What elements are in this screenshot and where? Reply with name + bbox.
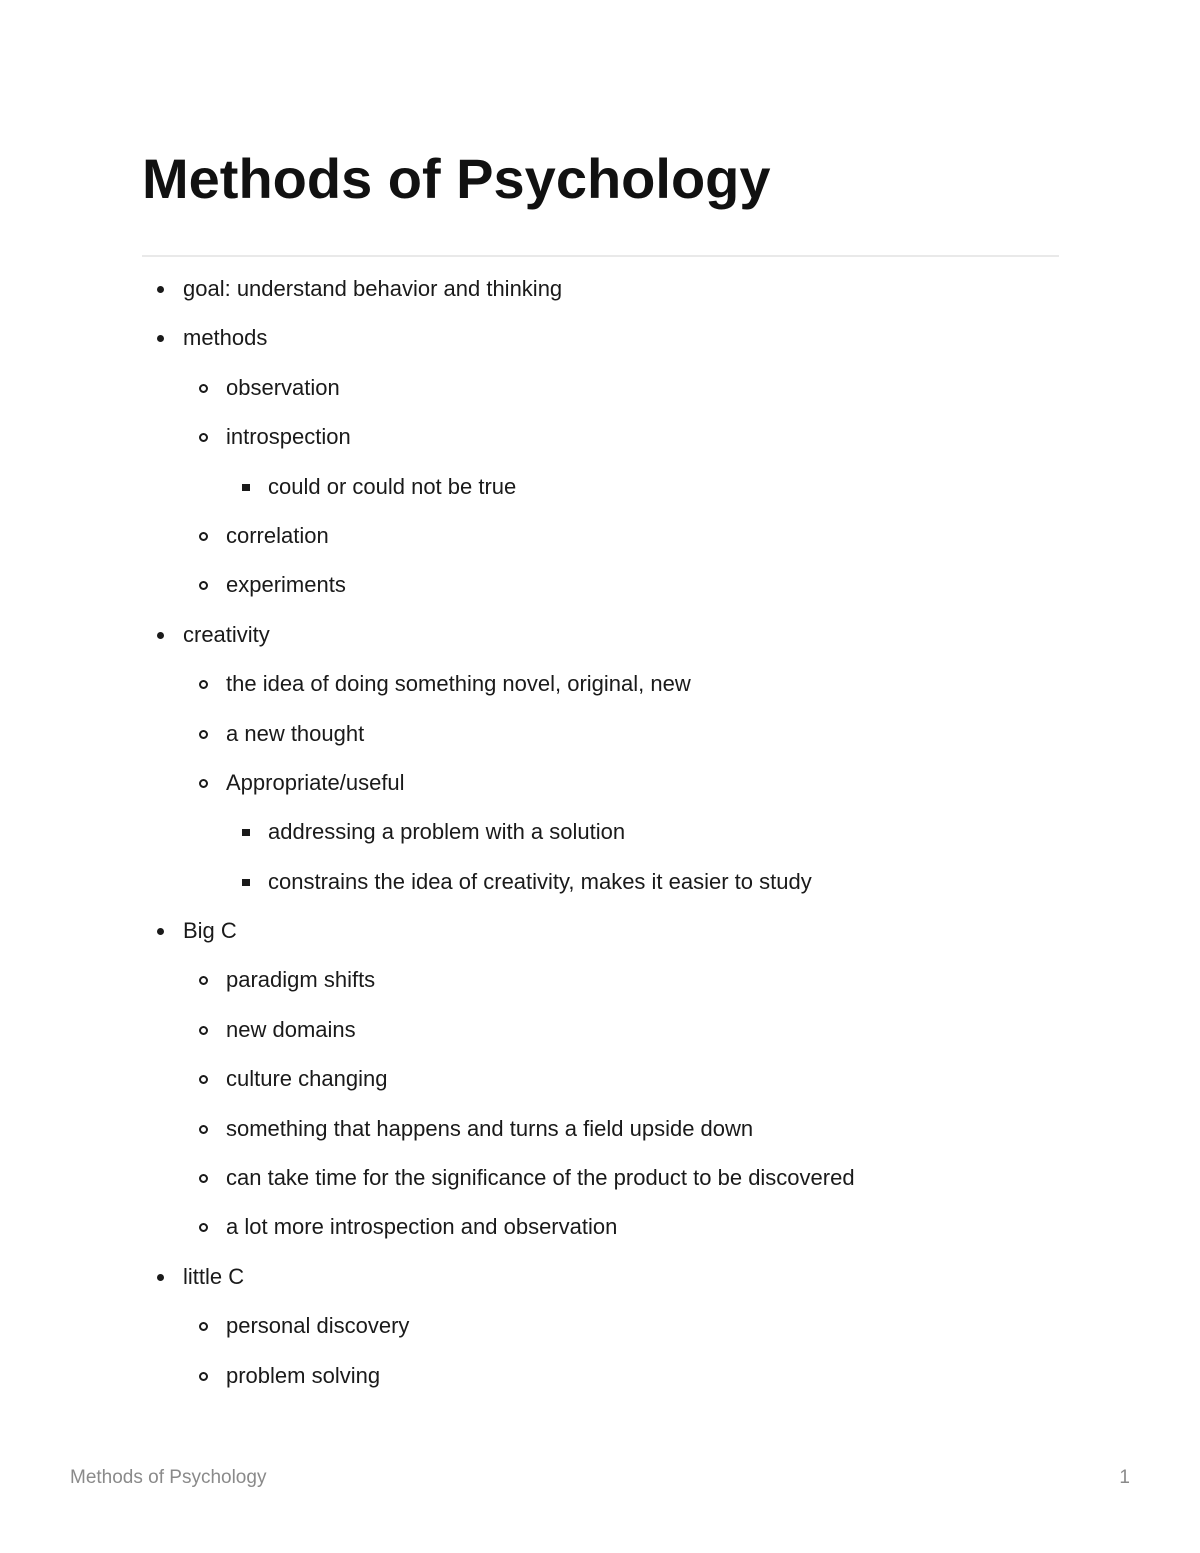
list-item [0,664,1200,713]
footer-page-number: 1 [1119,1467,1130,1488]
bullet-disc-icon [157,928,164,935]
bullet-circle-icon [199,433,208,442]
bullet-circle-icon [199,1223,208,1232]
list-item-text: addressing a problem with a solution [268,819,626,845]
list-item-text: creativity [183,621,270,647]
bullet-circle-icon [199,532,208,541]
list-item [0,318,1200,367]
list-item-text: personal discovery [226,1313,410,1339]
list-item [0,1306,1200,1355]
list-item-text: constrains the idea of creativity, makes it easier to study [268,868,812,894]
list-item [0,269,1200,318]
list-item [0,1257,1200,1306]
list-item-text: culture changing [226,1066,388,1092]
bullet-disc-icon [157,632,164,639]
list-item-text: something that happens and turns a field upside down [226,1115,754,1141]
bullet-outline [0,269,1200,1405]
bullet-circle-icon [199,1125,208,1134]
bullet-circle-icon [199,976,208,985]
list-item [0,862,1200,911]
list-item [0,960,1200,1009]
list-item-text: a lot more introspection and observation [226,1214,618,1240]
list-item-text: correlation [226,522,329,548]
list-item [0,1109,1200,1158]
list-item-text: methods [183,325,268,351]
list-item-text: paradigm shifts [226,967,376,993]
list-item-text: the idea of doing something novel, original, new [226,671,691,697]
list-item [0,615,1200,664]
bullet-circle-icon [199,1322,208,1331]
list-item-text: problem solving [226,1362,381,1388]
list-item [0,714,1200,763]
bullet-disc-icon [157,335,164,342]
list-item-text: experiments [226,572,346,598]
footer-document-title: Methods of Psychology [70,1467,267,1488]
list-item [0,1356,1200,1405]
list-item-text: Appropriate/useful [226,769,405,795]
list-item-text: can take time for the significance of the product to be discovered [226,1165,855,1191]
bullet-circle-icon [199,1372,208,1381]
list-item [0,1010,1200,1059]
list-item [0,467,1200,516]
bullet-square-icon [242,829,250,836]
bullet-circle-icon [199,1075,208,1084]
bullet-square-icon [242,484,250,491]
bullet-circle-icon [199,581,208,590]
bullet-circle-icon [199,384,208,393]
title-divider [142,255,1059,257]
bullet-circle-icon [199,680,208,689]
bullet-circle-icon [199,779,208,788]
list-item-text: little C [183,1263,245,1289]
bullet-disc-icon [157,286,164,293]
list-item [0,417,1200,466]
bullet-circle-icon [199,1174,208,1183]
list-item [0,763,1200,812]
list-item [0,1207,1200,1256]
list-item-text: a new thought [226,720,365,746]
list-item-text: Big C [183,918,237,944]
list-item-text: observation [226,374,340,400]
list-item [0,1059,1200,1108]
list-item-text: goal: understand behavior and thinking [183,276,563,301]
list-item-text: introspection [226,424,351,450]
bullet-square-icon [242,879,250,886]
list-item [0,911,1200,960]
list-item-text: new domains [226,1016,356,1042]
bullet-circle-icon [199,1026,208,1035]
list-item [0,565,1200,614]
list-item [0,1158,1200,1207]
bullet-disc-icon [157,1274,164,1281]
bullet-circle-icon [199,730,208,739]
list-item [0,516,1200,565]
list-item-text: could or could not be true [268,473,517,499]
list-item [0,812,1200,861]
list-item [0,368,1200,417]
page-title: Methods of Psychology [142,147,771,210]
